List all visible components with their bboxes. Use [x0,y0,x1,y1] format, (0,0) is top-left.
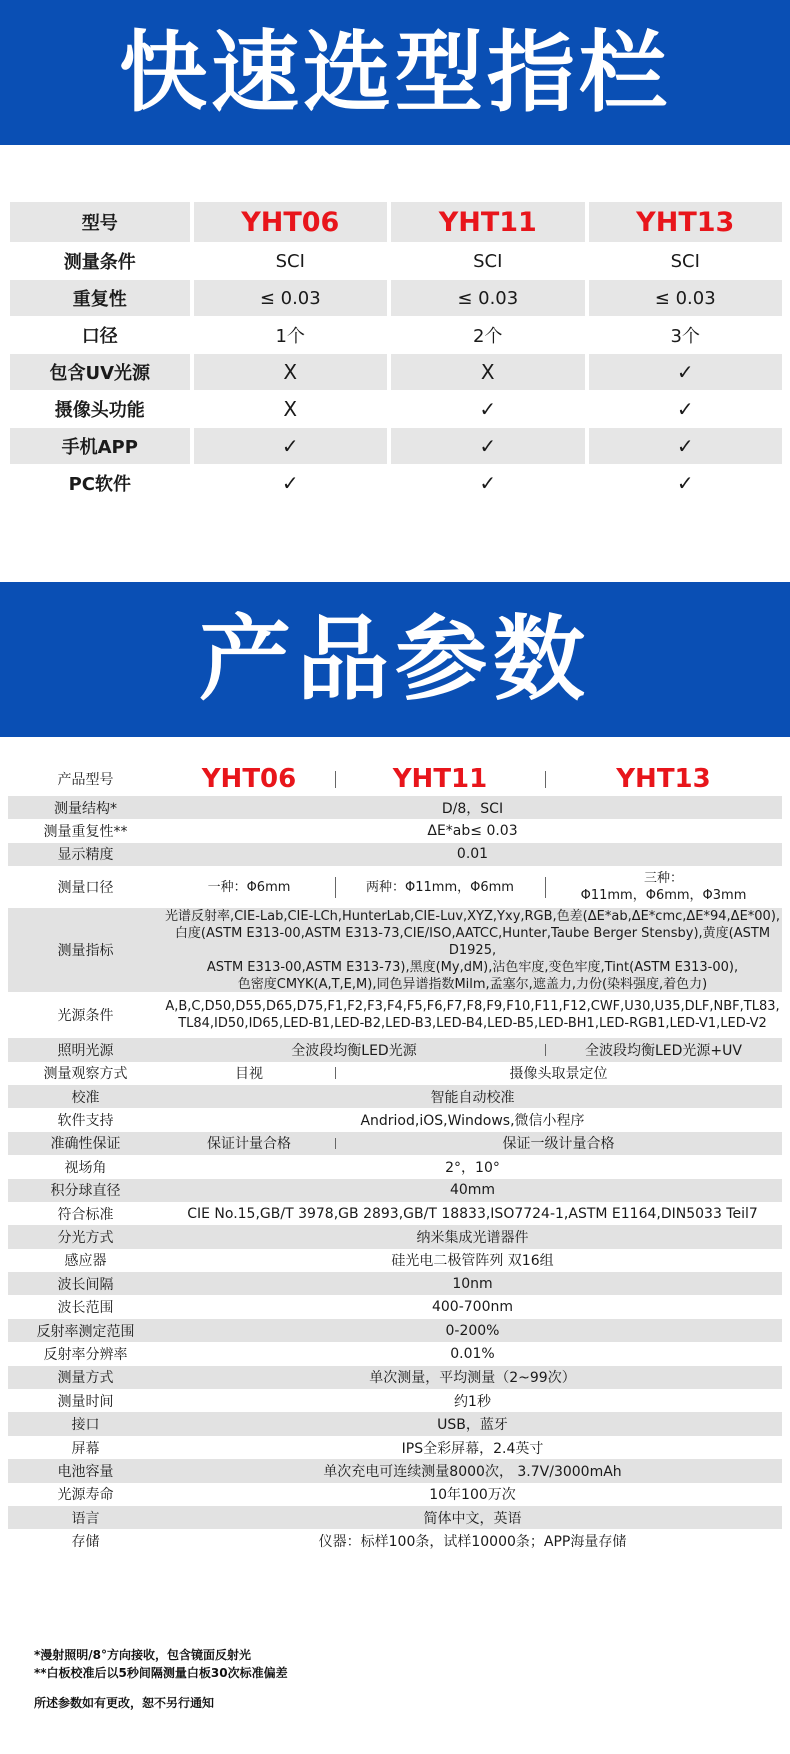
quick-cell: ✓ [479,397,497,421]
params-row [8,1108,782,1131]
quick-row [10,280,782,316]
params-row-label: 显示精度 [57,847,114,864]
quick-model-yht06: YHT06 [194,202,387,242]
params-row-label: 视场角 [64,1159,107,1176]
params-row-value [163,1295,782,1318]
params-row [8,1155,782,1178]
params-row-label: 软件支持 [57,1113,114,1130]
params-row [8,1179,782,1202]
params-row-value [163,1132,782,1155]
params-value: 2°，10° [445,1159,500,1176]
params-row-label: 符合标准 [57,1206,114,1223]
params-row-value [163,1249,782,1272]
params-value: 保证计量合格 [207,1136,291,1153]
params-model-yht11: YHT11 [335,762,545,796]
quick-cell: ✓ [676,397,694,421]
params-row-label: 反射率测定范围 [36,1323,135,1340]
params-row-value [163,1155,782,1178]
params-row-label: 电池容量 [57,1463,114,1480]
params-value: ΔE*ab≤ 0.03 [427,823,518,840]
params-row [8,1319,782,1342]
params-value: 10nm [452,1275,493,1292]
quick-cell: SCI [275,250,305,272]
params-row [8,1366,782,1389]
quick-cell: 3个 [670,326,700,347]
quick-row-label: 手机APP [10,428,190,464]
quick-row [10,243,782,279]
params-value: 三种： Φ11mm，Φ6mm，Φ3mm [545,866,782,908]
params-row [8,1529,782,1552]
params-row [8,1342,782,1365]
params-row-label: 测量观察方式 [43,1066,128,1083]
quick-row [10,317,782,353]
params-value: 目视 [235,1066,263,1083]
params-value: 400-700nm [431,1299,513,1316]
quick-cell: SCI [473,250,503,272]
quick-cell: ✓ [281,471,299,495]
quick-cell: ✓ [391,428,584,464]
params-row-value [163,1225,782,1248]
params-value: D/8，SCI [441,800,504,817]
params-row-value [163,1038,782,1061]
params-row-label: 光源条件 [57,1008,114,1025]
params-row-label: 测量重复性** [43,824,128,841]
params-row [8,1085,782,1108]
params-row-label: 波长间隔 [57,1276,114,1293]
params-row [8,1272,782,1295]
params-value: 0.01% [450,1345,495,1362]
params-value: 10年100万次 [429,1487,516,1504]
quick-cell: ≤ 0.03 [589,280,782,316]
quick-cell: 1个 [275,326,305,347]
quick-select-title: 快速选型指栏 [118,21,671,124]
params-banner [0,582,790,737]
params-row-label: 积分球直径 [50,1183,121,1200]
quick-cell: ✓ [589,428,782,464]
params-row-label: 屏幕 [71,1440,100,1457]
params-row [8,1225,782,1248]
params-row-value [163,1459,782,1482]
params-value: A,B,C,D50,D55,D65,D75,F1,F2,F3,F4,F5,F6,F7,F8,F9,F10,F11,F12,CWF,U30,U35,DLF,NBF,TL83, TL84,ID50,ID65,LED-B1,LED-B2,LED-B3,LED-B4,LED-B5,LED-BH1,LED-RGB1,LED-V1,LED-V2 [165,999,780,1032]
quick-cell: ≤ 0.03 [391,280,584,316]
params-row-label: 接口 [71,1417,100,1434]
quick-cell: ✓ [194,428,387,464]
params-value: 全波段均衡LED光源+UV [545,1038,782,1061]
params-row-label: 测量结构* [54,800,117,817]
params-row-value [163,796,782,819]
params-value: 约1秒 [454,1393,491,1410]
params-row-value [163,843,782,866]
params-row-value [163,1483,782,1506]
params-row [8,1389,782,1412]
params-table [8,762,782,1553]
params-row [8,1436,782,1459]
params-row [8,1506,782,1529]
params-header-models [163,762,782,796]
params-value: 硅光电二极管阵列 双16组 [391,1253,554,1270]
quick-select-banner [0,0,790,145]
params-row-label: 存储 [71,1534,100,1551]
note-3: 所述参数如有更改，恕不另行通知 [34,1696,215,1710]
quick-row-label: 重复性 [10,280,190,316]
quick-row-label: 测量条件 [63,252,136,273]
params-row-value [163,1436,782,1459]
params-header-label: 产品型号 [57,772,114,788]
params-value: 两种：Φ11mm，Φ6mm [335,866,545,908]
params-value: IPS全彩屏幕，2.4英寸 [401,1440,544,1457]
params-row [8,1412,782,1435]
params-row-label: 测量方式 [57,1370,114,1387]
params-row [8,866,782,908]
params-row-label: 测量指标 [57,943,114,960]
params-row [8,1295,782,1318]
params-row-value [163,866,782,908]
params-row-label: 照明光源 [57,1042,114,1059]
quick-cell: 2个 [473,326,503,347]
quick-header-row [10,202,782,242]
quick-cell: ✓ [676,471,694,495]
params-value: 光谱反射率,CIE-Lab,CIE-LCh,HunterLab,CIE-Luv,XYZ,Yxy,RGB,色差(ΔE*ab,ΔE*cmc,ΔE*94,ΔE*00), 白度(ASTM E313-00,ASTM E313-73,CIE/ISO,AATCC,Hunter,Taube Berger Stensby),黄度(ASTM D1925, ASTM E313-00,ASTM E313-73),黑度(My,dM),沾色牢度,变色牢度,Tint(ASTM E313-00), 色密度CMYK(A,T,E,M),同色异谱指数Milm,孟塞尔,遮盖力,力份(染料强度,着色力) [164,908,781,992]
quick-cell: ✓ [479,471,497,495]
params-row-label: 反射率分辨率 [43,1346,128,1363]
params-row-label: 校准 [71,1089,100,1106]
params-row-value [163,1202,782,1225]
quick-row [10,391,782,427]
params-row [8,1459,782,1482]
params-value: 简体中文，英语 [423,1510,522,1527]
params-row-label: 分光方式 [57,1229,114,1246]
params-row-value [163,1389,782,1412]
params-value: 40mm [449,1182,496,1199]
params-row-label: 测量口径 [57,880,114,897]
params-row-value [163,1342,782,1365]
quick-model-yht11: YHT11 [391,202,584,242]
params-value: 纳米集成光谱器件 [416,1229,529,1246]
params-row-label: 语言 [71,1510,100,1527]
params-value: USB，蓝牙 [437,1417,508,1434]
quick-select-table [10,202,782,502]
params-row-label: 波长范围 [57,1300,114,1317]
params-row-value [163,1085,782,1108]
params-row-value [163,1062,782,1085]
quick-cell: X [194,354,387,390]
params-row-value [163,1529,782,1552]
params-row [8,908,782,992]
quick-cell: X [391,354,584,390]
params-title: 产品参数 [198,606,591,713]
params-value: 仪器：标样100条，试样10000条；APP海量存储 [318,1534,627,1551]
params-row [8,796,782,819]
quick-cell: X [283,397,298,421]
params-row-value [163,819,782,842]
params-row-value [163,1272,782,1295]
params-value: 智能自动校准 [430,1089,515,1106]
params-row [8,819,782,842]
quick-row-label: 摄像头功能 [54,400,145,421]
params-row [8,992,782,1038]
quick-cell: SCI [670,250,700,272]
params-row [8,1249,782,1272]
params-value: 单次充电可连续测量8000次， 3.7V/3000mAh [323,1463,622,1480]
params-value: Andriod,iOS,Windows,微信小程序 [360,1113,585,1130]
params-value: 全波段均衡LED光源 [291,1042,417,1059]
params-value: 单次测量，平均测量（2~99次） [369,1370,576,1387]
quick-row-label: PC软件 [68,474,131,495]
note-1: *漫射照明/8°方向接收，包含镜面反射光 [34,1648,252,1662]
params-value: 一种：Φ6mm [207,879,291,895]
quick-cell: ✓ [589,354,782,390]
params-value: CIE No.15,GB/T 3978,GB 2893,GB/T 18833,ISO7724-1,ASTM E1164,DIN5033 Teil7 [187,1205,758,1222]
params-row [8,1202,782,1225]
quick-row [10,465,782,501]
params-row-label: 准确性保证 [50,1136,121,1153]
params-row [8,1038,782,1061]
params-row [8,1062,782,1085]
params-row [8,1483,782,1506]
quick-row-label: 包含UV光源 [10,354,190,390]
params-row [8,1132,782,1155]
params-row-label: 感应器 [64,1253,107,1270]
params-row-label: 光源寿命 [57,1487,114,1504]
quick-model-yht13: YHT13 [589,202,782,242]
params-row-value [163,1179,782,1202]
params-model-yht13: YHT13 [545,762,782,796]
quick-cell: ≤ 0.03 [194,280,387,316]
params-value: 0-200% [445,1322,500,1339]
params-row-value [163,1108,782,1131]
params-row [8,843,782,866]
params-row-value [163,992,782,1038]
params-value: 0.01 [456,846,489,863]
params-value: 保证一级计量合格 [335,1132,782,1155]
params-row-value [163,1366,782,1389]
params-row-label: 测量时间 [57,1393,114,1410]
params-header-row [8,762,782,796]
params-model-yht06: YHT06 [201,764,297,794]
quick-row-label: 口径 [81,326,118,347]
params-row-value [163,1412,782,1435]
params-value: 摄像头取景定位 [335,1062,782,1085]
quick-header-label: 型号 [10,202,190,242]
params-row-value [163,1506,782,1529]
note-2: **白板校准后以5秒间隔测量白板30次标准偏差 [34,1666,288,1680]
params-row-value [163,908,782,992]
quick-row [10,428,782,464]
quick-row [10,354,782,390]
params-row-value [163,1319,782,1342]
